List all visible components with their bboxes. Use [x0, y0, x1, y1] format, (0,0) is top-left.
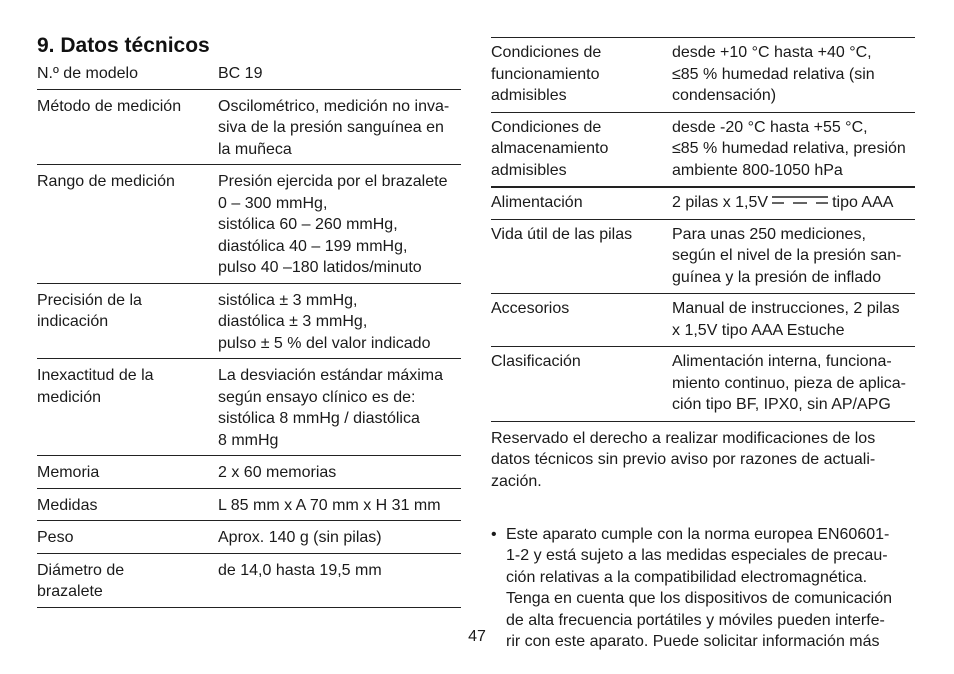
- spec-value: desde +10 °C hasta +40 °C, ≤85 % humedad relativa (sin condensación): [672, 44, 875, 104]
- spec-label: Peso: [37, 529, 74, 546]
- spec-value: BC 19: [218, 65, 263, 82]
- spec-value: [672, 187, 915, 219]
- spec-label: Inexactitud de la medición: [37, 367, 154, 406]
- spec-label: Accesorios: [491, 300, 570, 317]
- spec-value: Para unas 250 mediciones, según el nivel de la presión san- guínea y la presión de inflado: [672, 225, 902, 286]
- spec-row-weight: [37, 521, 461, 554]
- spec-label: Diámetro de brazalete: [37, 561, 125, 600]
- spec-value: La desviación estándar máxima según ensayo clínico es de: sistólica 8 mmHg / diastólica 8 mmHg: [218, 367, 444, 449]
- spec-value: sistólica ± 3 mmHg, diastólica ± 3 mmHg, pulso ± 5 % del valor indicado: [218, 291, 431, 352]
- emc-compliance-text: Este aparato cumple con la norma europea EN60601- 1-2 y está sujeto a las medidas especiales de precau- ción relativas a la compatibilidad electromagnética. Tenga en cuenta que los dispositivos de comunicación de alta frecuencia portátiles y móviles pueden interfe- rir con este aparato. Puede solicitar información más: [506, 525, 893, 650]
- spec-label: Rango de medición: [37, 173, 175, 190]
- spec-row-cuff-diameter: [37, 553, 461, 607]
- power-supply-text: 2 pilas x 1,5V: [672, 194, 769, 211]
- page-number: 47: [468, 628, 486, 645]
- spec-row-range: [37, 165, 461, 284]
- power-supply-type: tipo AAA: [832, 194, 894, 211]
- spec-value: Manual de instrucciones, 2 pilas x 1,5V tipo AAA Estuche: [672, 300, 900, 339]
- spec-value: de 14,0 hasta 19,5 mm: [218, 561, 382, 579]
- spec-label: Precisión de la indicación: [37, 291, 142, 330]
- spec-value: Oscilométrico, medición no inva- siva de la presión sanguínea en la muñeca: [218, 97, 450, 158]
- spec-value: L 85 mm x A 70 mm x H 31 mm: [218, 496, 441, 514]
- modification-note: Reservado el derecho a realizar modificaciones de los datos técnicos sin previo aviso por razones de actuali- zación.: [491, 429, 876, 490]
- spec-row-precision: [37, 283, 461, 359]
- spec-row-storage-conditions: [491, 112, 915, 187]
- spec-label: Medidas: [37, 496, 98, 514]
- spec-value: Alimentación interna, funciona- miento continuo, pieza de aplica- ción tipo BF, IPX0, sin AP/APG: [672, 353, 906, 413]
- spec-label: Vida útil de las pilas: [491, 225, 633, 243]
- spec-value: 2 x 60 memorias: [218, 464, 337, 481]
- spec-value: desde -20 °C hasta +55 °C, ≤85 % humedad relativa, presión ambiente 800-1050 hPa: [672, 118, 906, 179]
- spec-row-power-supply: [491, 187, 915, 219]
- spec-value: Aprox. 140 g (sin pilas): [218, 529, 382, 546]
- bullet-icon: •: [491, 525, 497, 543]
- spec-label: N.º de modelo: [37, 65, 139, 82]
- spec-label: Clasificación: [491, 353, 581, 370]
- technical-data-table-right: [491, 37, 915, 422]
- spec-row-model: [37, 63, 461, 89]
- spec-row-memory: [37, 456, 461, 489]
- spec-label: Condiciones de almacenamiento admisibles: [491, 118, 609, 179]
- spec-row-method: [37, 89, 461, 165]
- spec-row-accessories: [491, 294, 915, 347]
- dc-current-icon: [770, 195, 830, 205]
- spec-row-battery-life: [491, 219, 915, 294]
- spec-label: Condiciones de funcionamiento admisibles: [491, 44, 602, 104]
- spec-row-inaccuracy: [37, 359, 461, 456]
- spec-label: Alimentación: [491, 194, 583, 211]
- section-title: 9. Datos técnicos: [37, 34, 210, 57]
- spec-row-operating-conditions: [491, 38, 915, 113]
- spec-row-dimensions: [37, 488, 461, 521]
- spec-label: Memoria: [37, 464, 100, 481]
- technical-data-table-left: [37, 63, 461, 608]
- spec-value: Presión ejercida por el brazalete 0 – 300 mmHg, sistólica 60 – 260 mmHg, diastólica 40 – 199 mmHg, pulso 40 –180 latidos/minuto: [218, 173, 448, 276]
- spec-label: Método de medición: [37, 97, 182, 115]
